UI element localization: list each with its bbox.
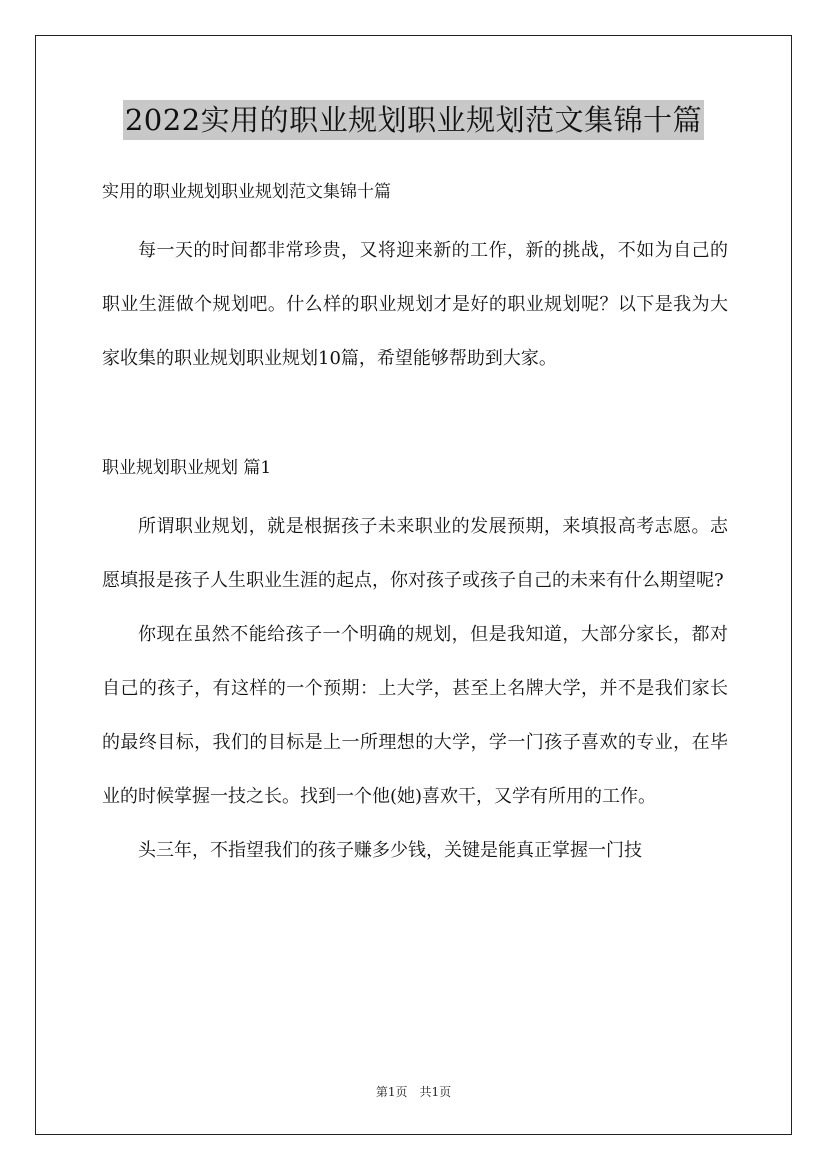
body-paragraph: 头三年，不指望我们的孩子赚多少钱，关键是能真正掌握一门技 — [138, 840, 642, 861]
title-container — [0, 100, 827, 140]
document-title: 2022实用的职业规划职业规划范文集锦十篇 — [123, 100, 704, 140]
section-heading: 职业规划职业规划 篇1 — [102, 458, 272, 478]
page-footer: 第1页 共1页 — [375, 1085, 452, 1099]
body-paragraph: 你现在虽然不能给孩子一个明确的规划，但是我知道，大部分家长，都对自己的孩子，有这样的一个预期：上大学，甚至上名牌大学，并不是我们家长的最终目标，我们的目标是上一所理想的大学，学一门孩子喜欢的专业，在毕业的时候掌握一技之长。找到一个他(她)喜欢干，又学有所用的工作。 — [102, 624, 728, 807]
document-body — [102, 174, 728, 878]
body-paragraph: 所谓职业规划，就是根据孩子未来职业的发展预期，来填报高考志愿。志愿填报是孩子人生职业生涯的起点，你对孩子或孩子自己的未来有什么期望呢? — [102, 516, 728, 591]
intro-paragraph: 每一天的时间都非常珍贵，又将迎来新的工作，新的挑战，不如为自己的职业生涯做个规划吧。什么样的职业规划才是好的职业规划呢？以下是我为大家收集的职业规划职业规划10篇，希望能够帮助到大家。 — [102, 240, 728, 369]
document-subtitle: 实用的职业规划职业规划范文集锦十篇 — [102, 182, 391, 202]
